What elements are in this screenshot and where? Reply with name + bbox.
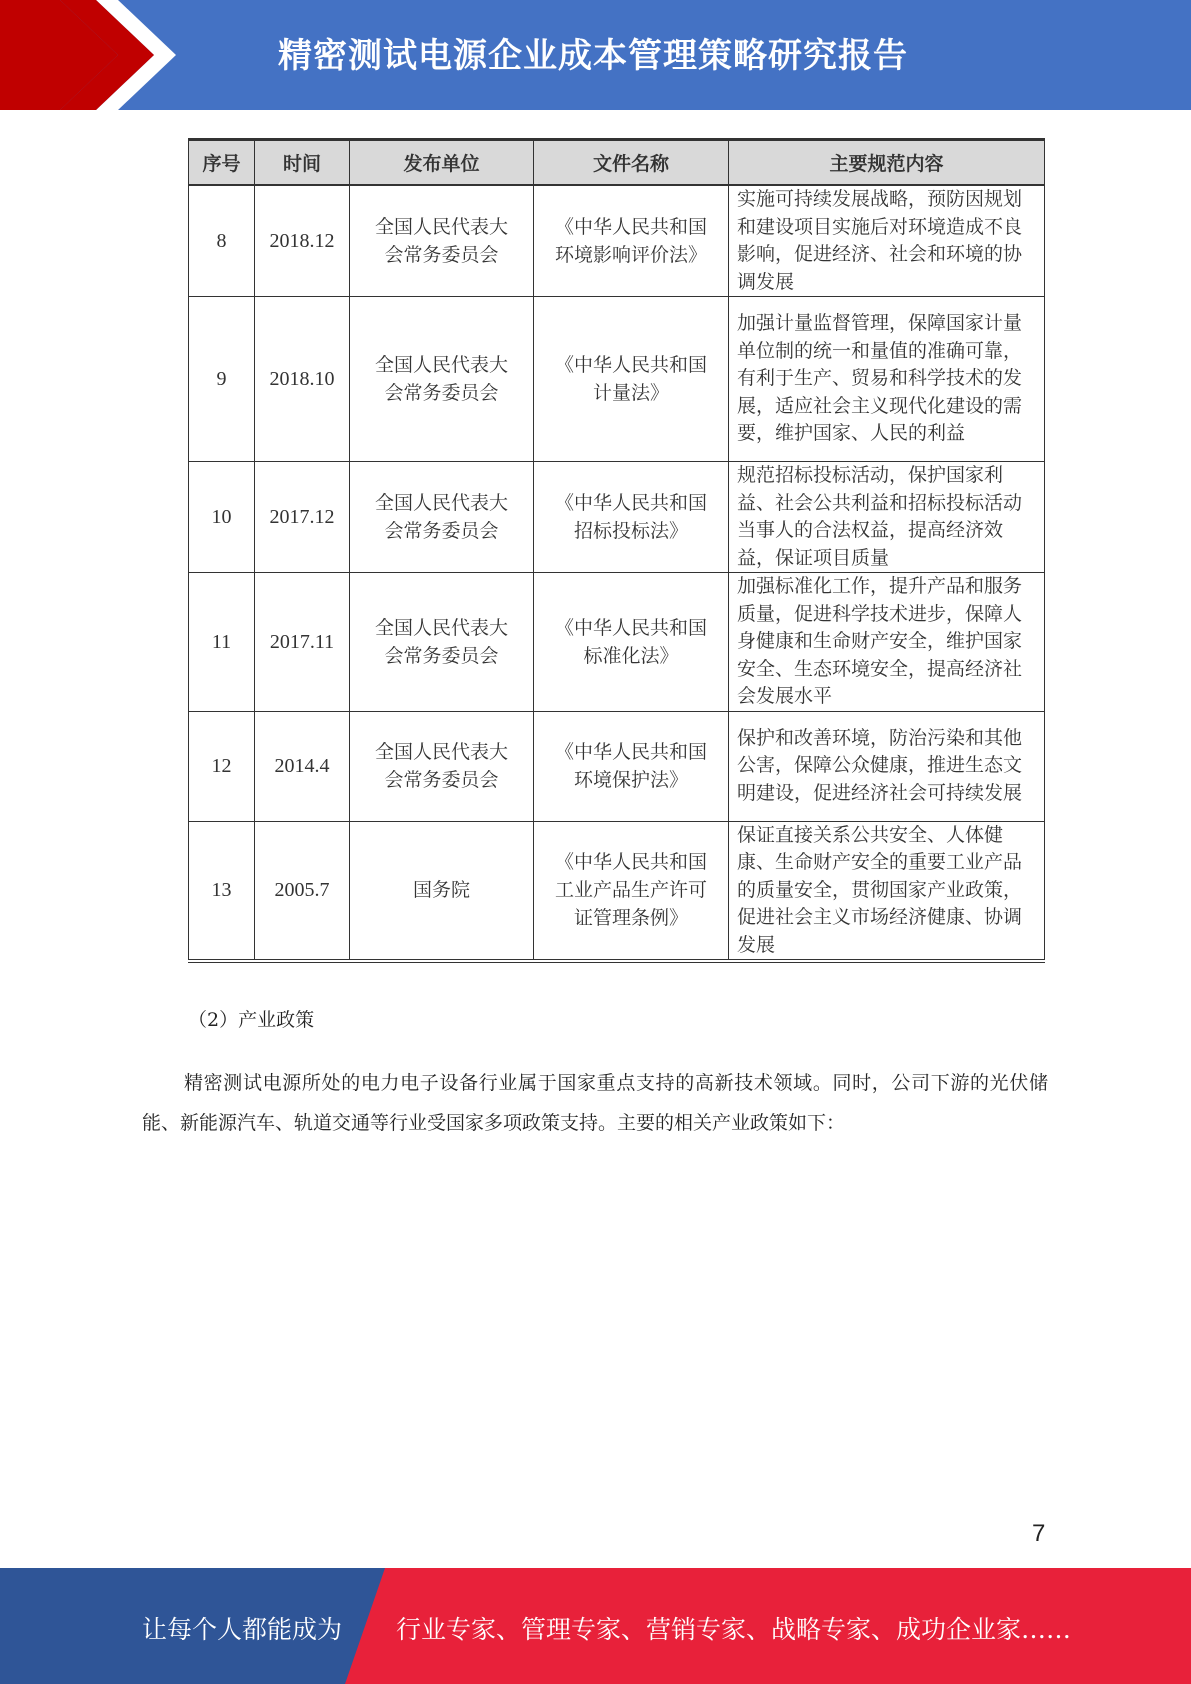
col-header-date: 时间 (255, 140, 350, 186)
table-row (189, 185, 1045, 297)
cell-issuer: 全国人民代表大 会常务委员会 (350, 711, 534, 821)
cell-content: 规范招标投标活动，保护国家利益、社会公共利益和招标投标活动当事人的合法权益，提高经济效益，保证项目质量 (729, 462, 1045, 573)
cell-date: 2018.12 (255, 185, 350, 297)
cell-document: 《中华人民共和国 工业产品生产许可 证管理条例》 (534, 821, 729, 961)
cell-content: 加强计量监督管理，保障国家计量单位制的统一和量值的准确可靠，有利于生产、贸易和科学技术的发展，适应社会主义现代化建设的需要，维护国家、人民的利益 (729, 297, 1045, 462)
table-header-row (189, 140, 1045, 186)
cell-date: 2018.10 (255, 297, 350, 462)
cell-issuer: 全国人民代表大 会常务委员会 (350, 573, 534, 712)
cell-date: 2017.12 (255, 462, 350, 573)
table-row (189, 573, 1045, 712)
footer-slogan-left: 让每个人都能成为 (142, 1615, 343, 1644)
cell-document: 《中华人民共和国 计量法》 (534, 297, 729, 462)
page-header (0, 0, 1191, 110)
body-paragraph: 精密测试电源所处的电力电子设备行业属于国家重点支持的高新技术领域。同时，公司下游的光伏储能、新能源汽车、轨道交通等行业受国家多项政策支持。主要的相关产业政策如下： (142, 1072, 1048, 1134)
cell-date: 2005.7 (255, 821, 350, 961)
cell-no: 8 (189, 185, 255, 297)
col-header-no: 序号 (189, 140, 255, 186)
cell-no: 11 (189, 573, 255, 712)
section-subheading: （2）产业政策 (188, 1009, 315, 1031)
cell-date: 2014.4 (255, 711, 350, 821)
col-header-content: 主要规范内容 (729, 140, 1045, 186)
col-header-issuer: 发布单位 (350, 140, 534, 186)
report-title: 精密测试电源企业成本管理策略研究报告 (278, 36, 908, 76)
regulations-table (188, 138, 1045, 963)
cell-document: 《中华人民共和国 标准化法》 (534, 573, 729, 712)
cell-issuer: 全国人民代表大 会常务委员会 (350, 297, 534, 462)
page-number: 7 (1032, 1520, 1046, 1547)
cell-content: 保证直接关系公共安全、人体健康、生命财产安全的重要工业产品的质量安全，贯彻国家产业政策，促进社会主义市场经济健康、协调发展 (729, 821, 1045, 961)
cell-document: 《中华人民共和国 环境影响评价法》 (534, 185, 729, 297)
cell-issuer: 全国人民代表大 会常务委员会 (350, 185, 534, 297)
footer-slogan-right: 行业专家、管理专家、营销专家、战略专家、成功企业家…… (396, 1615, 1072, 1644)
table-row (189, 462, 1045, 573)
cell-issuer: 国务院 (350, 821, 534, 961)
table-row (189, 821, 1045, 961)
cell-no: 13 (189, 821, 255, 961)
cell-no: 12 (189, 711, 255, 821)
cell-no: 10 (189, 462, 255, 573)
table-row (189, 297, 1045, 462)
cell-content: 加强标准化工作，提升产品和服务质量，促进科学技术进步，保障人身健康和生命财产安全，维护国家安全、生态环境安全，提高经济社会发展水平 (729, 573, 1045, 712)
cell-document: 《中华人民共和国 招标投标法》 (534, 462, 729, 573)
cell-issuer: 全国人民代表大 会常务委员会 (350, 462, 534, 573)
cell-date: 2017.11 (255, 573, 350, 712)
table-row (189, 711, 1045, 821)
page-footer (0, 1568, 1191, 1684)
cell-no: 9 (189, 297, 255, 462)
cell-content: 实施可持续发展战略，预防因规划和建设项目实施后对环境造成不良影响，促进经济、社会和环境的协调发展 (729, 185, 1045, 297)
cell-content: 保护和改善环境，防治污染和其他公害，保障公众健康，推进生态文明建设，促进经济社会可持续发展 (729, 711, 1045, 821)
col-header-document: 文件名称 (534, 140, 729, 186)
cell-document: 《中华人民共和国 环境保护法》 (534, 711, 729, 821)
